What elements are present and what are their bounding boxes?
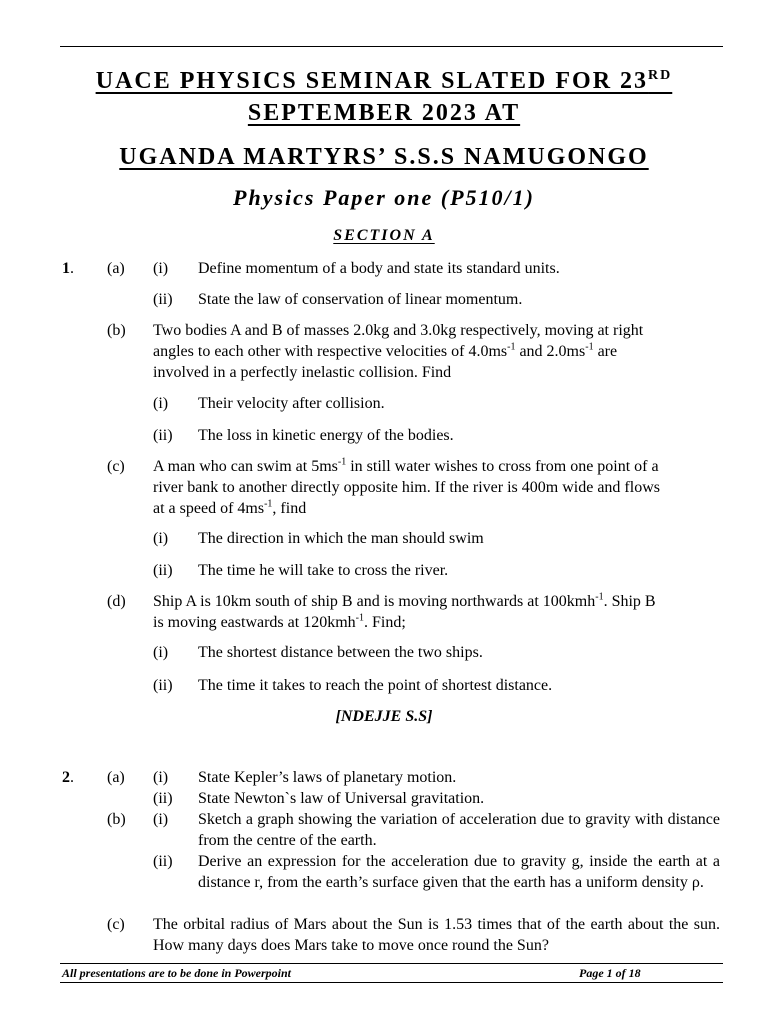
question-text: State Kepler’s laws of planetary motion. [198, 769, 457, 786]
footer-rule [60, 963, 723, 964]
section-heading: SECTION A [333, 227, 435, 244]
subpart-label: (i) [153, 644, 169, 661]
footer-bottom-rule [60, 982, 723, 983]
part-label: (b) [107, 811, 126, 828]
question-text: angles to each other with respective velocities of $4.0ms^{-1}$ and $2.0ms^{-1}$ are [153, 341, 618, 360]
subpart-label: (i) [153, 395, 169, 412]
subpart-label: (ii) [153, 427, 173, 444]
question-text: Define momentum of a body and state its standard units. [198, 260, 560, 277]
subpart-label: (i) [153, 769, 169, 786]
school-name: UGANDA MARTYRS’ S.S.S NAMUGONGO [119, 144, 649, 170]
question-text: The direction in which the man should swim [198, 530, 484, 547]
page-number: Page 1 of 18 [579, 966, 641, 980]
subpart-label: (i) [153, 530, 169, 547]
subpart-label: (ii) [153, 562, 173, 579]
question-text: river bank to another directly opposite him. If the river is 400m wide and flows [153, 479, 660, 496]
part-label: (c) [107, 458, 125, 475]
subpart-label: (i) [153, 811, 169, 828]
paper-title: Physics Paper one (P510/1) [233, 185, 535, 210]
question-number: 2. [62, 769, 74, 786]
question-text: Sketch a graph showing the variation of acceleration due to gravity with distance from the centre of the earth. [198, 811, 720, 849]
part-label: (a) [107, 769, 125, 786]
question-source: [NDEJJE S.S] [335, 708, 433, 725]
question-text: State Newton`s law of Universal gravitation. [198, 790, 485, 807]
question-text: at a speed of $4ms^{-1}$, find [153, 498, 307, 517]
question-text: The loss in kinetic energy of the bodies. [198, 427, 454, 444]
subpart-label: (ii) [153, 677, 173, 694]
question-text: is moving eastwards at 120kmh$^{-1}$. Find; [153, 612, 406, 631]
question-text: Two bodies A and B of masses 2.0kg and 3.0kg respectively, moving at right [153, 322, 644, 339]
question-text: State the law of conservation of linear momentum. [198, 291, 523, 308]
title-line-1: UACE PHYSICS SEMINAR SLATED FOR 23RD [95, 68, 673, 94]
question-text: involved in a perfectly inelastic collision. Find [153, 364, 452, 381]
question-text: Derive an expression for the acceleration due to gravity g, inside the earth at a distance r, from the earth’s surface given that the earth has a uniform density ρ. [198, 853, 720, 891]
question-text: The time it takes to reach the point of shortest distance. [198, 677, 553, 694]
part-label: (d) [107, 593, 126, 610]
question-text: Ship A is 10km south of ship B and is moving northwards at 100kmh$^{-1}$. Ship B [153, 591, 656, 610]
question-text: Their velocity after collision. [198, 395, 385, 412]
subpart-label: (i) [153, 260, 169, 277]
question-text: The time he will take to cross the river. [198, 562, 449, 579]
title-line-2: SEPTEMBER 2023 AT [247, 100, 521, 126]
question-number: 1. [62, 260, 74, 277]
part-label: (b) [107, 322, 126, 339]
part-label: (c) [107, 916, 125, 933]
question-text: A man who can swim at $5ms^{-1}$ in still water wishes to cross from one point of a [153, 456, 659, 475]
part-label: (a) [107, 260, 125, 277]
subpart-label: (ii) [153, 291, 173, 308]
subpart-label: (ii) [153, 853, 173, 870]
subpart-label: (ii) [153, 790, 173, 807]
question-text: The shortest distance between the two ships. [198, 644, 483, 661]
top-rule [60, 46, 723, 47]
question-text: The orbital radius of Mars about the Sun is 1.53 times that of the earth about the sun. How many days does Mars take to move once round the Sun? [153, 916, 720, 954]
footer-note: All presentations are to be done in Powerpoint [62, 966, 292, 980]
